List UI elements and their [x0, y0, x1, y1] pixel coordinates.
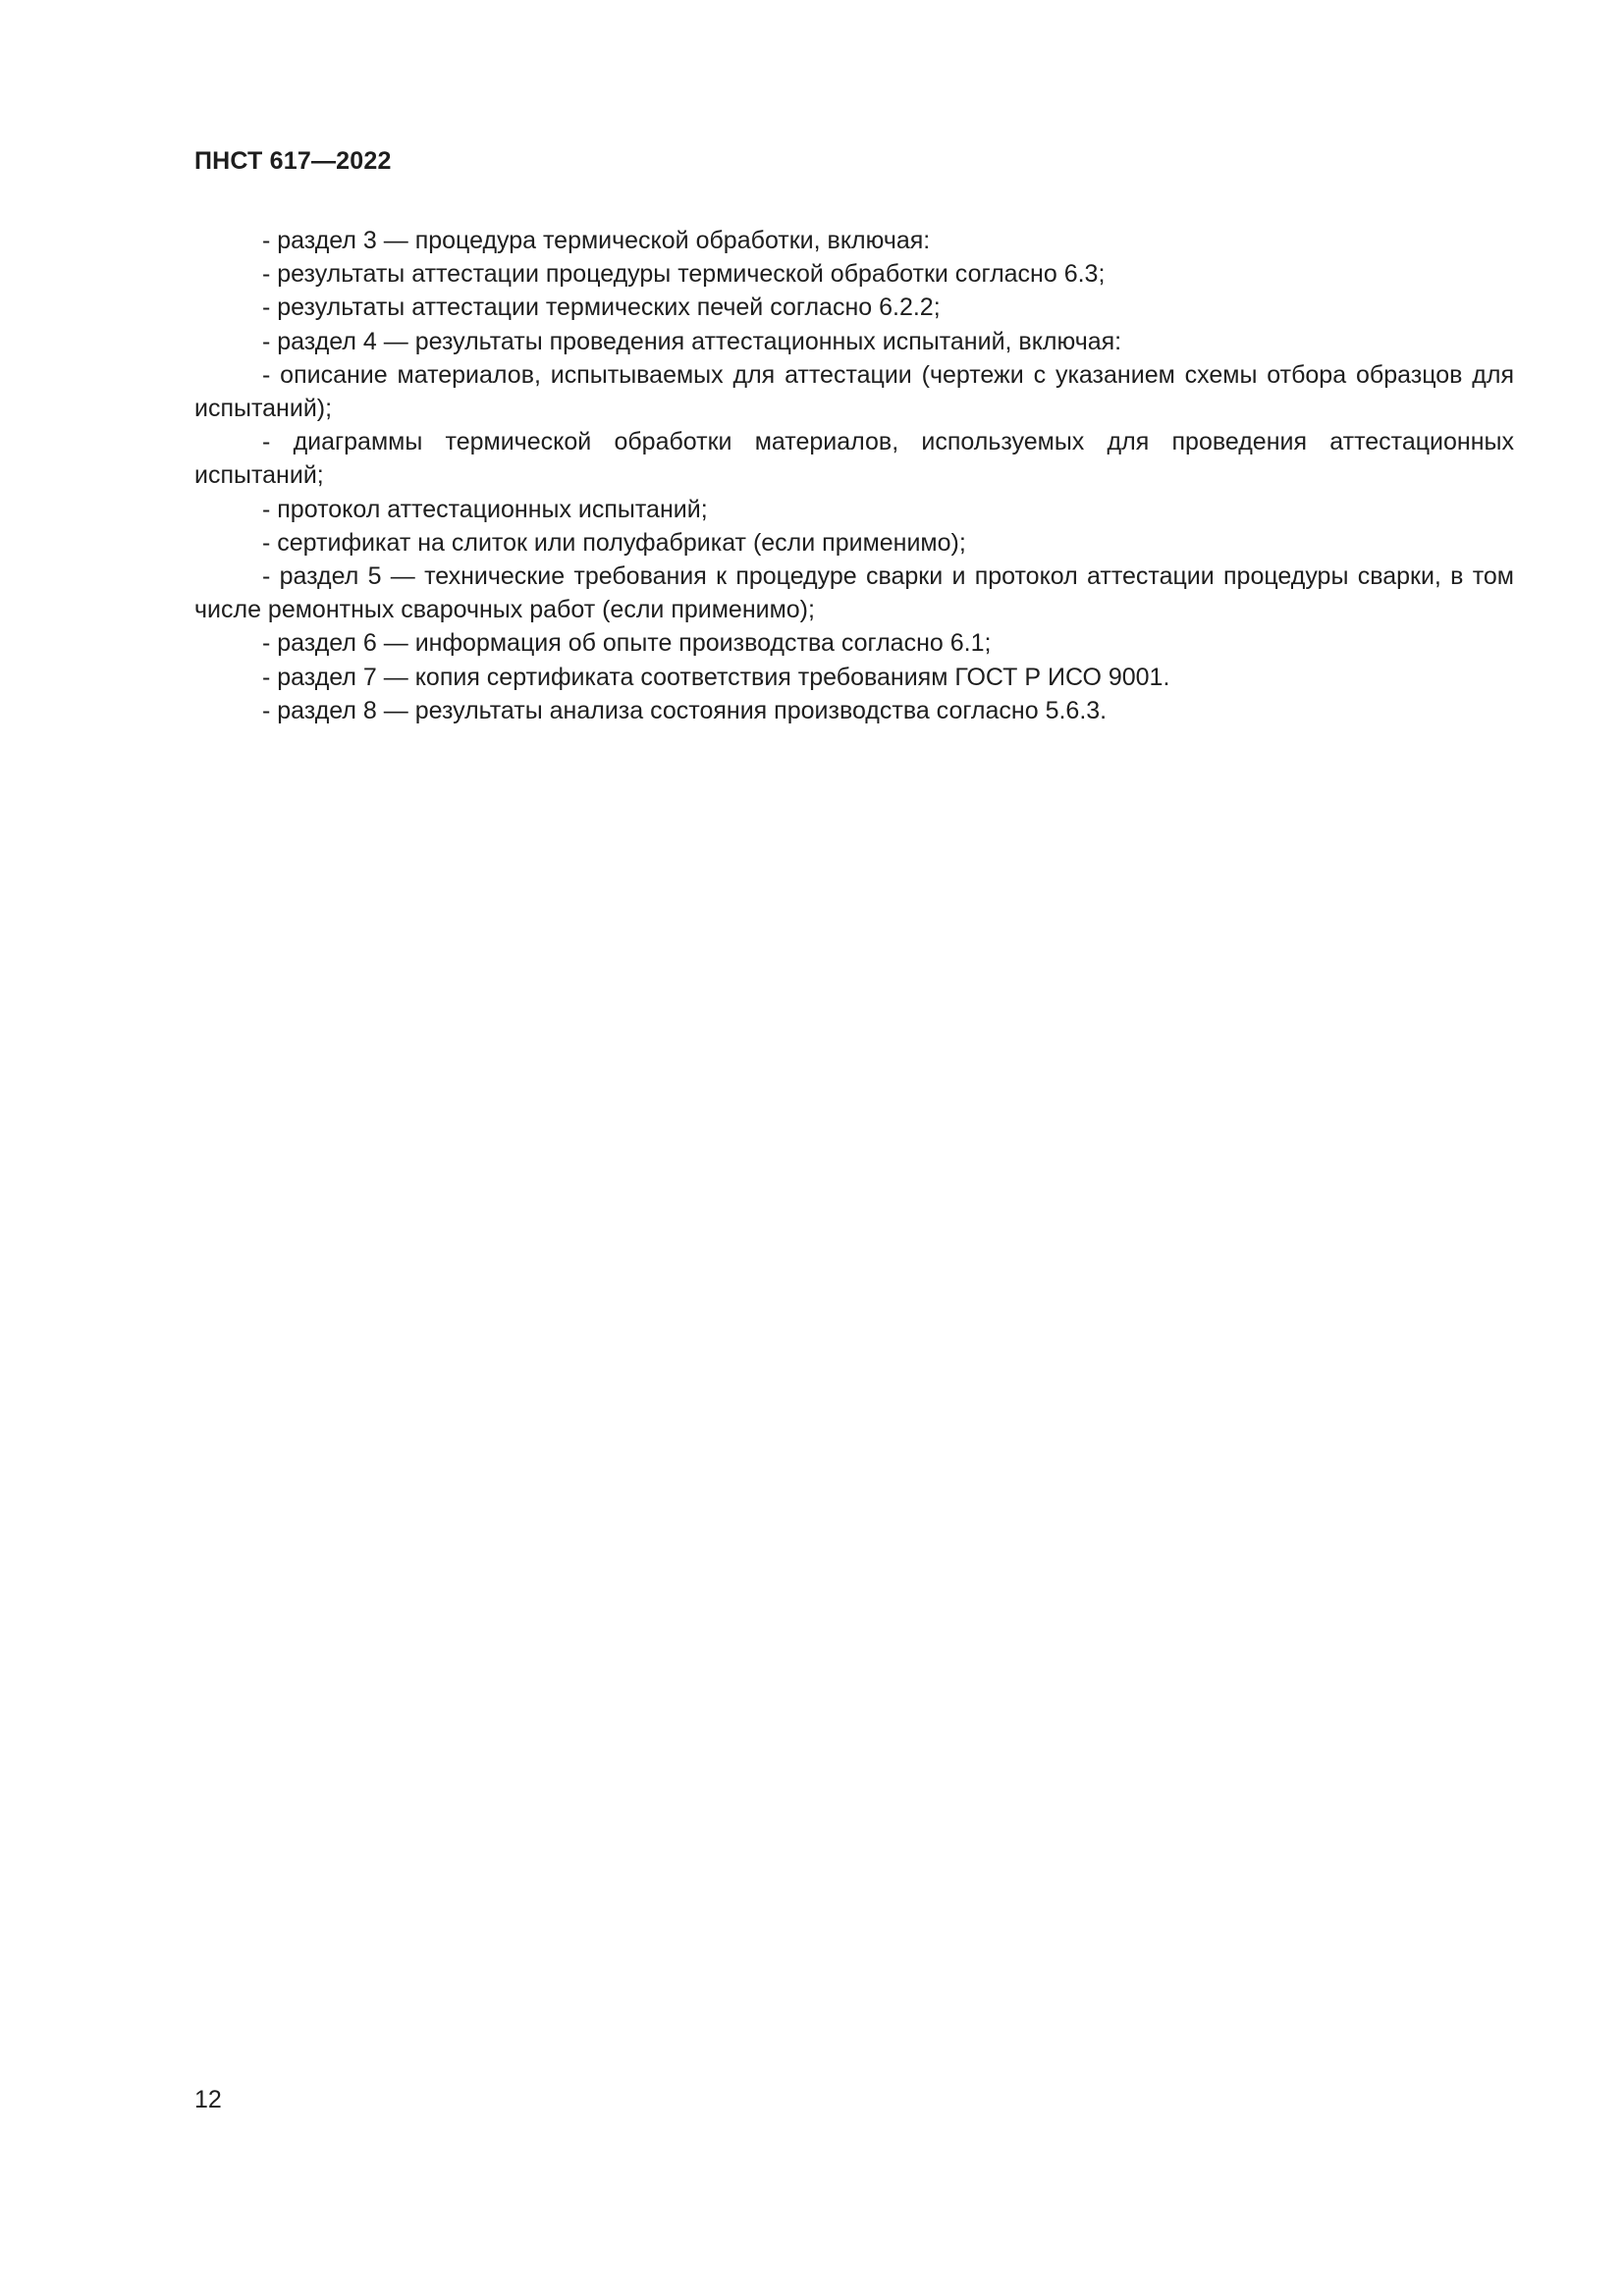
list-item: - диаграммы термической обработки материалов, используемых для проведения аттестационных испытаний; — [194, 428, 1514, 490]
list-item: - сертификат на слиток или полуфабрикат (если применимо); — [262, 528, 966, 557]
list-item: - раздел 7 — копия сертификата соответствия требованиям ГОСТ Р ИСО 9001. — [262, 663, 1170, 691]
list-item: - раздел 4 — результаты проведения аттестационных испытаний, включая: — [262, 327, 1122, 355]
document-code-header: ПНСТ 617—2022 — [194, 147, 392, 175]
list-item: - раздел 3 — процедура термической обработки, включая: — [262, 227, 931, 254]
list-item: - раздел 8 — результаты анализа состояния производства согласно 5.6.3. — [262, 696, 1108, 724]
list-item: - раздел 6 — информация об опыте производства согласно 6.1; — [262, 629, 992, 658]
list-item: - описание материалов, испытываемых для аттестации (чертежи с указанием схемы отбора образцов для испытаний); — [194, 360, 1514, 423]
list-item: - протокол аттестационных испытаний; — [262, 495, 708, 523]
body-text — [194, 224, 1514, 727]
list-item: - результаты аттестации процедуры термической обработки согласно 6.3; — [262, 260, 1106, 289]
list-item: - результаты аттестации термических печей согласно 6.2.2; — [262, 294, 941, 322]
list-item: - раздел 5 — технические требования к процедуре сварки и протокол аттестации процедуры сварки, в том числе ремонтных сварочных работ (если применимо); — [194, 562, 1514, 624]
page-number: 12 — [194, 2086, 222, 2113]
